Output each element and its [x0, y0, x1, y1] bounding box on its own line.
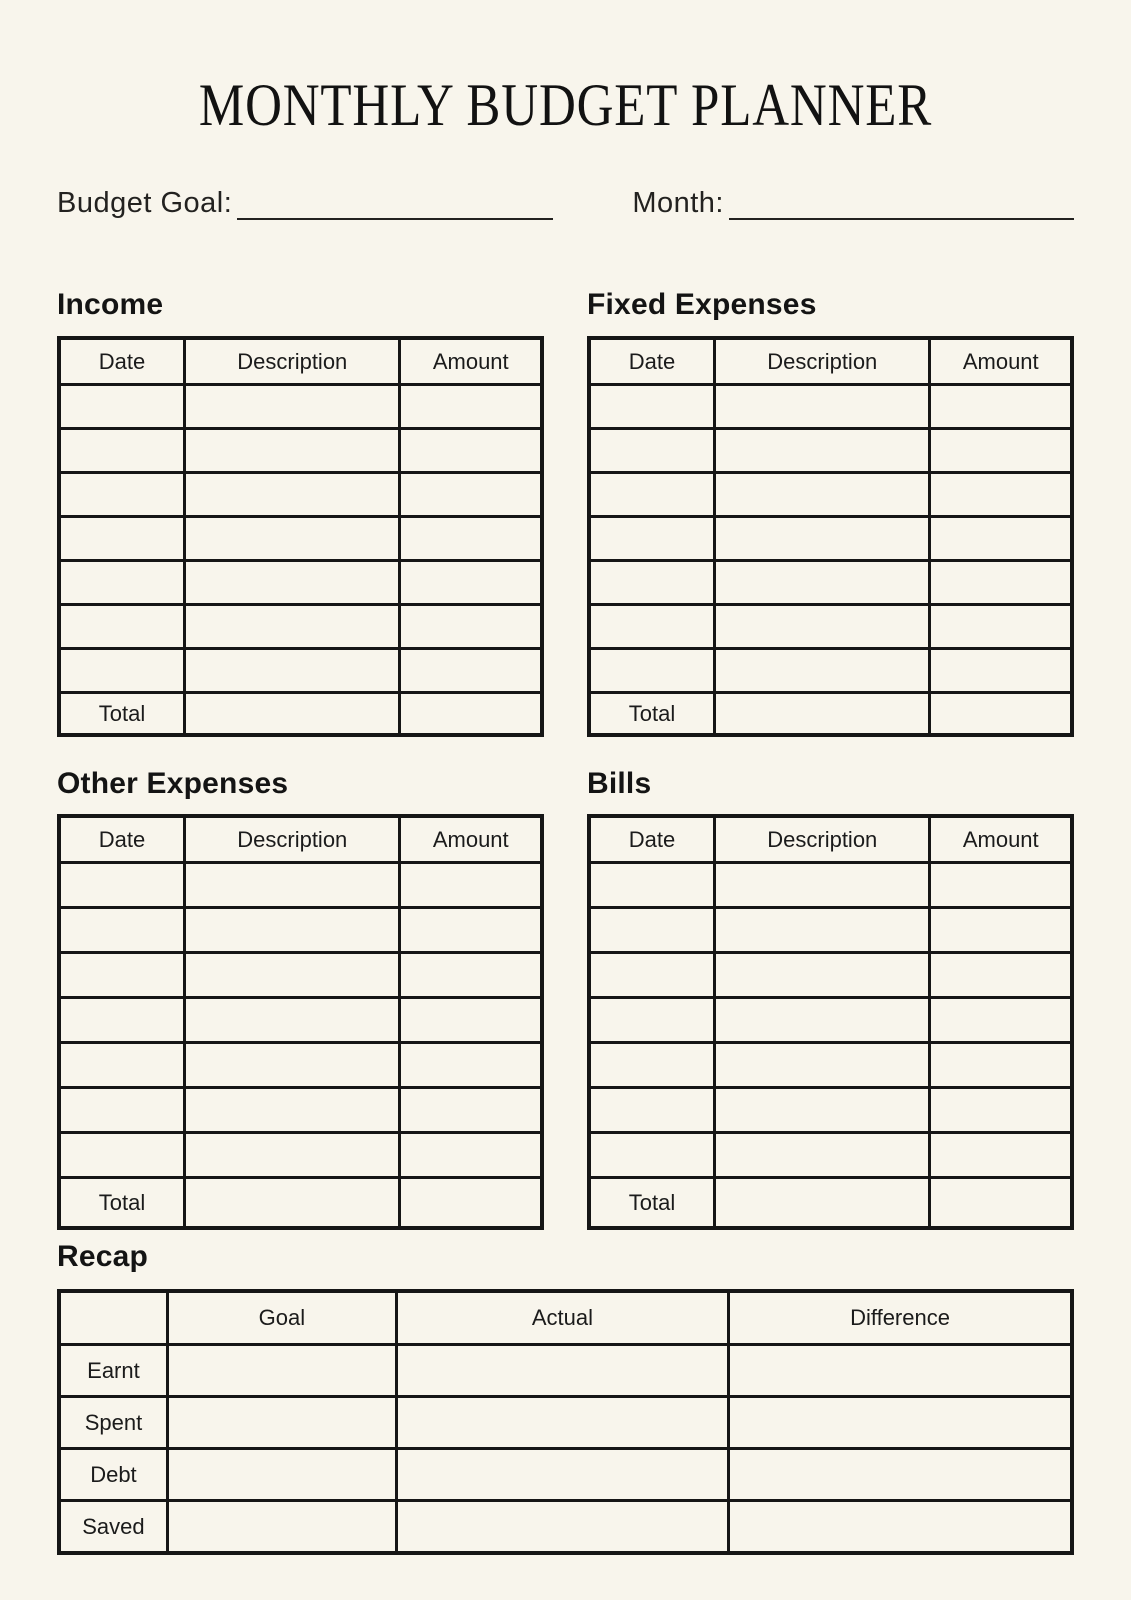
fixed_expenses-date-cell[interactable]: [589, 429, 715, 473]
recap-row-label: Spent: [59, 1397, 167, 1449]
other_expenses-amount-cell[interactable]: [400, 862, 542, 907]
bills-row: [589, 1042, 1072, 1087]
income-row: [59, 385, 542, 429]
fixed_expenses-col-header-description: Description: [715, 338, 930, 385]
income-amount-cell[interactable]: [400, 473, 542, 517]
fixed_expenses-col-header-amount: Amount: [930, 338, 1072, 385]
other_expenses-total-description-cell[interactable]: [185, 1177, 400, 1228]
other_expenses-col-header-description: Description: [185, 816, 400, 862]
bills-description-cell[interactable]: [715, 862, 930, 907]
fixed_expenses-amount-cell[interactable]: [930, 385, 1072, 429]
bills-total-description-cell[interactable]: [715, 1177, 930, 1228]
income-amount-cell[interactable]: [400, 561, 542, 605]
other_expenses-date-cell[interactable]: [59, 862, 185, 907]
income-description-cell[interactable]: [185, 473, 400, 517]
recap-goal-cell[interactable]: [167, 1449, 396, 1501]
recap-heading: Recap: [57, 1240, 149, 1274]
fixed_expenses-description-cell[interactable]: [715, 517, 930, 561]
income-total-label: Total: [59, 693, 185, 735]
income-row: [59, 517, 542, 561]
recap-actual-cell[interactable]: [396, 1345, 728, 1397]
other_expenses-row: [59, 1132, 542, 1177]
bills-heading: Bills: [587, 766, 652, 800]
income-amount-cell[interactable]: [400, 429, 542, 473]
recap-row-label: Earnt: [59, 1345, 167, 1397]
income-col-header-date: Date: [59, 338, 185, 385]
income-description-cell[interactable]: [185, 649, 400, 693]
bills-table: [587, 814, 1074, 1230]
fixed_expenses-row: [589, 429, 1072, 473]
fixed_expenses-description-cell[interactable]: [715, 385, 930, 429]
fixed_expenses-date-cell[interactable]: [589, 517, 715, 561]
bills-description-cell[interactable]: [715, 907, 930, 952]
income-amount-cell[interactable]: [400, 605, 542, 649]
header-fields: [57, 187, 1074, 220]
bills-description-cell[interactable]: [715, 952, 930, 997]
bills-header-row: [589, 816, 1072, 862]
fixed_expenses-row: [589, 561, 1072, 605]
bills-amount-cell[interactable]: [930, 1042, 1072, 1087]
income-date-cell[interactable]: [59, 517, 185, 561]
fixed-expenses-table: [587, 336, 1074, 737]
bills-col-header-date: Date: [589, 816, 715, 862]
bills-amount-cell[interactable]: [930, 907, 1072, 952]
other_expenses-total-amount-cell[interactable]: [400, 1177, 542, 1228]
income-amount-cell[interactable]: [400, 517, 542, 561]
fixed_expenses-amount-cell[interactable]: [930, 605, 1072, 649]
fixed_expenses-amount-cell[interactable]: [930, 649, 1072, 693]
recap-actual-cell[interactable]: [396, 1501, 728, 1553]
income-amount-cell[interactable]: [400, 649, 542, 693]
recap-row-label: Saved: [59, 1501, 167, 1553]
other_expenses-amount-cell[interactable]: [400, 1132, 542, 1177]
other_expenses-date-cell[interactable]: [59, 952, 185, 997]
fixed_expenses-total-description-cell[interactable]: [715, 693, 930, 735]
fixed_expenses-total-label: Total: [589, 693, 715, 735]
bills-description-cell[interactable]: [715, 1132, 930, 1177]
recap-goal-cell[interactable]: [167, 1397, 396, 1449]
other_expenses-amount-cell[interactable]: [400, 952, 542, 997]
page-title: MONTHLY BUDGET PLANNER: [198, 72, 933, 138]
recap-col-header-goal: Goal: [167, 1291, 396, 1345]
other_expenses-date-cell[interactable]: [59, 997, 185, 1042]
recap-corner-cell: [59, 1291, 167, 1345]
fixed_expenses-row: [589, 473, 1072, 517]
income-date-cell[interactable]: [59, 561, 185, 605]
income-date-cell[interactable]: [59, 605, 185, 649]
other_expenses-description-cell[interactable]: [185, 907, 400, 952]
fixed_expenses-amount-cell[interactable]: [930, 473, 1072, 517]
fixed_expenses-description-cell[interactable]: [715, 649, 930, 693]
recap-difference-cell[interactable]: [729, 1397, 1072, 1449]
fixed_expenses-date-cell[interactable]: [589, 561, 715, 605]
fixed-expenses-heading: Fixed Expenses: [587, 288, 817, 322]
fixed_expenses-amount-cell[interactable]: [930, 517, 1072, 561]
recap-goal-cell[interactable]: [167, 1501, 396, 1553]
fixed_expenses-row: [589, 385, 1072, 429]
bills-date-cell[interactable]: [589, 952, 715, 997]
bills-description-cell[interactable]: [715, 1087, 930, 1132]
recap-header-row: [59, 1291, 1072, 1345]
income-amount-cell[interactable]: [400, 385, 542, 429]
income-row: [59, 649, 542, 693]
recap-col-header-actual: Actual: [396, 1291, 728, 1345]
other_expenses-description-cell[interactable]: [185, 862, 400, 907]
income-heading: Income: [57, 288, 164, 322]
income-row: [59, 429, 542, 473]
fixed_expenses-col-header-date: Date: [589, 338, 715, 385]
bills-date-cell[interactable]: [589, 862, 715, 907]
bills-total-amount-cell[interactable]: [930, 1177, 1072, 1228]
recap-difference-cell[interactable]: [729, 1501, 1072, 1553]
other_expenses-row: [59, 862, 542, 907]
other_expenses-row: [59, 1042, 542, 1087]
bills-row: [589, 1087, 1072, 1132]
fixed_expenses-date-cell[interactable]: [589, 649, 715, 693]
month-input-line[interactable]: [729, 188, 1074, 220]
bills-date-cell[interactable]: [589, 1087, 715, 1132]
other_expenses-total-row: [59, 1177, 542, 1228]
bills-col-header-description: Description: [715, 816, 930, 862]
fixed_expenses-row: [589, 605, 1072, 649]
income-header-row: [59, 338, 542, 385]
recap-row-earnt: [59, 1345, 1072, 1397]
recap-difference-cell[interactable]: [729, 1449, 1072, 1501]
recap-goal-cell[interactable]: [167, 1345, 396, 1397]
recap-row-label: Debt: [59, 1449, 167, 1501]
income-description-cell[interactable]: [185, 605, 400, 649]
fixed_expenses-row: [589, 649, 1072, 693]
bills-row: [589, 862, 1072, 907]
bills-section: [587, 737, 1074, 1231]
recap-actual-cell[interactable]: [396, 1449, 728, 1501]
fixed_expenses-date-cell[interactable]: [589, 385, 715, 429]
fixed_expenses-description-cell[interactable]: [715, 561, 930, 605]
income-date-cell[interactable]: [59, 649, 185, 693]
other_expenses-row: [59, 952, 542, 997]
bills-row: [589, 997, 1072, 1042]
income-description-cell[interactable]: [185, 429, 400, 473]
income-total-description-cell[interactable]: [185, 693, 400, 735]
bills-total-label: Total: [589, 1177, 715, 1228]
recap-table: [57, 1289, 1074, 1555]
bills-description-cell[interactable]: [715, 1042, 930, 1087]
other_expenses-row: [59, 997, 542, 1042]
other_expenses-description-cell[interactable]: [185, 997, 400, 1042]
other_expenses-row: [59, 1087, 542, 1132]
recap-difference-cell[interactable]: [729, 1345, 1072, 1397]
bills-amount-cell[interactable]: [930, 862, 1072, 907]
income-col-header-description: Description: [185, 338, 400, 385]
income-date-cell[interactable]: [59, 473, 185, 517]
bills-col-header-amount: Amount: [930, 816, 1072, 862]
bills-date-cell[interactable]: [589, 1132, 715, 1177]
fixed_expenses-total-row: [589, 693, 1072, 735]
bills-date-cell[interactable]: [589, 907, 715, 952]
other_expenses-date-cell[interactable]: [59, 1087, 185, 1132]
income-description-cell[interactable]: [185, 517, 400, 561]
other_expenses-amount-cell[interactable]: [400, 997, 542, 1042]
income-row: [59, 473, 542, 517]
bills-total-row: [589, 1177, 1072, 1228]
other_expenses-date-cell[interactable]: [59, 907, 185, 952]
bills-amount-cell[interactable]: [930, 1132, 1072, 1177]
income-total-row: [59, 693, 542, 735]
other_expenses-header-row: [59, 816, 542, 862]
income-section: [57, 258, 544, 737]
recap-actual-cell[interactable]: [396, 1397, 728, 1449]
fixed_expenses-description-cell[interactable]: [715, 429, 930, 473]
fixed_expenses-header-row: [589, 338, 1072, 385]
income-total-amount-cell[interactable]: [400, 693, 542, 735]
month-field: [632, 187, 1074, 220]
bills-row: [589, 952, 1072, 997]
bills-date-cell[interactable]: [589, 1042, 715, 1087]
other-expenses-section: [57, 737, 544, 1231]
fixed_expenses-date-cell[interactable]: [589, 605, 715, 649]
other_expenses-row: [59, 907, 542, 952]
other-expenses-table: [57, 814, 544, 1230]
fixed_expenses-date-cell[interactable]: [589, 473, 715, 517]
other_expenses-date-cell[interactable]: [59, 1132, 185, 1177]
bills-amount-cell[interactable]: [930, 997, 1072, 1042]
fixed_expenses-amount-cell[interactable]: [930, 429, 1072, 473]
income-description-cell[interactable]: [185, 385, 400, 429]
other_expenses-amount-cell[interactable]: [400, 1087, 542, 1132]
income-date-cell[interactable]: [59, 429, 185, 473]
other_expenses-description-cell[interactable]: [185, 1087, 400, 1132]
month-label: Month:: [632, 187, 724, 219]
fixed_expenses-total-amount-cell[interactable]: [930, 693, 1072, 735]
bills-description-cell[interactable]: [715, 997, 930, 1042]
other_expenses-amount-cell[interactable]: [400, 907, 542, 952]
recap-section: [57, 1240, 1074, 1555]
other_expenses-description-cell[interactable]: [185, 1132, 400, 1177]
income-row: [59, 605, 542, 649]
bills-row: [589, 1132, 1072, 1177]
income-date-cell[interactable]: [59, 385, 185, 429]
other_expenses-amount-cell[interactable]: [400, 1042, 542, 1087]
other-expenses-heading: Other Expenses: [57, 766, 289, 800]
bills-date-cell[interactable]: [589, 997, 715, 1042]
recap-col-header-difference: Difference: [729, 1291, 1072, 1345]
other_expenses-col-header-amount: Amount: [400, 816, 542, 862]
budget-goal-label: Budget Goal:: [57, 187, 233, 219]
other_expenses-date-cell[interactable]: [59, 1042, 185, 1087]
recap-row-spent: [59, 1397, 1072, 1449]
budget-goal-field: [57, 187, 553, 220]
bills-row: [589, 907, 1072, 952]
other_expenses-total-label: Total: [59, 1177, 185, 1228]
bills-amount-cell[interactable]: [930, 952, 1072, 997]
income-col-header-amount: Amount: [400, 338, 542, 385]
income-table: [57, 336, 544, 737]
income-row: [59, 561, 542, 605]
other_expenses-col-header-date: Date: [59, 816, 185, 862]
fixed_expenses-description-cell[interactable]: [715, 473, 930, 517]
bills-amount-cell[interactable]: [930, 1087, 1072, 1132]
other_expenses-description-cell[interactable]: [185, 1042, 400, 1087]
recap-row-saved: [59, 1501, 1072, 1553]
other_expenses-description-cell[interactable]: [185, 952, 400, 997]
fixed_expenses-description-cell[interactable]: [715, 605, 930, 649]
budget-goal-input-line[interactable]: [237, 188, 553, 220]
fixed_expenses-amount-cell[interactable]: [930, 561, 1072, 605]
fixed_expenses-row: [589, 517, 1072, 561]
fixed-expenses-section: [587, 258, 1074, 737]
tables-grid: [57, 258, 1074, 1230]
income-description-cell[interactable]: [185, 561, 400, 605]
recap-row-debt: [59, 1449, 1072, 1501]
